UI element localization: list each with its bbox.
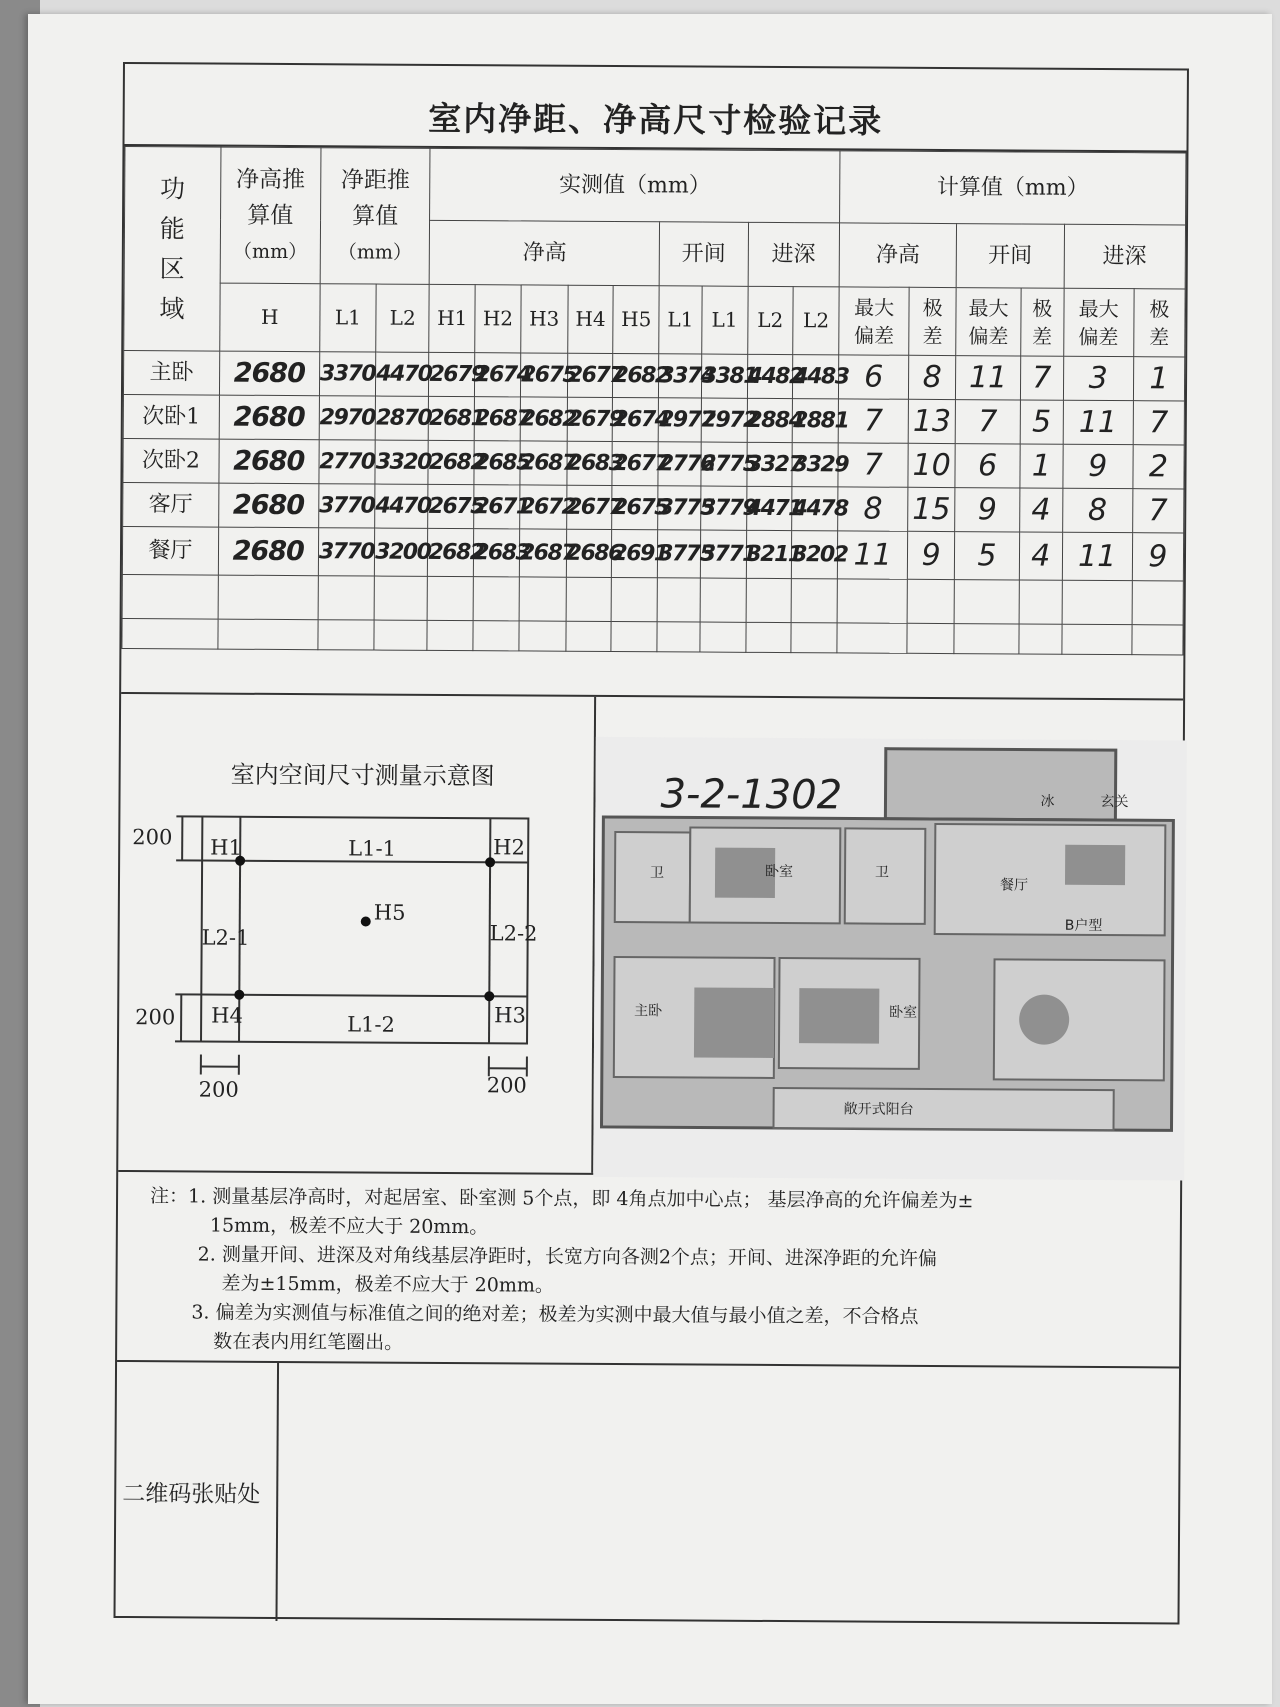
rug-icon <box>1019 994 1069 1044</box>
handwritten-value: 2679 <box>567 406 623 432</box>
col-label: L1 <box>701 286 747 354</box>
handwritten-value: 9 <box>977 491 997 528</box>
value-cell-L1 <box>319 352 376 396</box>
measured-height-header: 净高 <box>430 220 660 285</box>
value-cell-jmax <box>1062 488 1132 532</box>
col-label <box>956 288 1021 356</box>
handwritten-value: 2691 <box>612 540 668 567</box>
value-cell-kr <box>1019 532 1062 580</box>
handwritten-value: 3211 <box>746 541 802 567</box>
value-cell-H5 <box>612 529 668 577</box>
value-cell-mL2a <box>746 442 803 486</box>
value-cell-mL2b <box>793 355 849 399</box>
kitchen <box>885 749 1115 820</box>
floorplan-image <box>593 697 1187 1181</box>
handwritten-value: 8 <box>922 359 942 395</box>
handwritten-value: 11 <box>853 537 892 573</box>
value-cell-jmax <box>1062 444 1132 488</box>
inner-line <box>201 994 527 996</box>
label-h1: H1 <box>210 835 242 860</box>
qr-label: 二维码张贴处 <box>115 1362 279 1621</box>
value-cell-mL2b <box>792 531 848 579</box>
handwritten-value: 4470 <box>375 493 431 519</box>
handwritten-value: 2675 <box>428 493 484 519</box>
table-row <box>123 351 1184 401</box>
value-cell-H <box>219 395 319 440</box>
area-cell: 餐厅 <box>122 527 218 576</box>
header-line: 最大 <box>854 294 895 320</box>
header-line: 最大 <box>968 295 1009 320</box>
handwritten-value: 7 <box>1148 493 1168 529</box>
value-cell-hmax <box>838 399 908 443</box>
handwritten-value: 3779 <box>700 495 757 521</box>
handwritten-value: 10 <box>912 447 951 483</box>
handwritten-value: 8 <box>1087 492 1108 528</box>
header-line: 偏差 <box>853 322 895 348</box>
value-cell-mL1b <box>701 442 757 486</box>
area-header <box>124 147 221 352</box>
room-label: 主卧 <box>634 1003 663 1020</box>
handwritten-value: 2680 <box>232 489 305 521</box>
dining-room <box>935 824 1166 935</box>
calc-height-header: 净高 <box>839 223 956 288</box>
handwritten-value: 9 <box>1088 448 1108 484</box>
area-char: 功 <box>160 173 186 203</box>
handwritten-value: 1 <box>1031 448 1051 484</box>
value-cell-H5 <box>612 485 669 529</box>
handwritten-value: 3202 <box>792 541 848 568</box>
value-cell-jr <box>1133 445 1185 489</box>
handwritten-value: 2870 <box>375 405 432 431</box>
label-h3: H3 <box>494 1003 526 1028</box>
value-cell-jr <box>1133 357 1185 401</box>
value-cell-mL1b <box>701 398 757 442</box>
value-cell-H2 <box>474 485 530 529</box>
dist-est-header <box>320 148 430 285</box>
bed-icon <box>694 988 774 1058</box>
handwritten-value: 4 <box>1031 538 1051 574</box>
value-cell-H4 <box>567 441 623 485</box>
header-line: 极 <box>1032 296 1053 321</box>
value-cell-mL2b <box>792 399 849 443</box>
empty-row <box>122 575 1183 625</box>
dim-label: 200 <box>486 1073 527 1098</box>
header-line: 偏差 <box>968 323 1009 348</box>
handwritten-value: 5 <box>1031 404 1052 440</box>
value-cell-H <box>219 351 319 396</box>
value-cell-kmax <box>955 444 1020 488</box>
room-label: 卫 <box>650 865 665 882</box>
value-cell-mL2b <box>792 487 848 531</box>
value-cell-H <box>218 483 318 528</box>
handwritten-value: 2683 <box>474 539 530 566</box>
value-cell-mL1b <box>701 354 758 398</box>
area-char: 域 <box>159 293 185 323</box>
handwritten-value: 13 <box>912 403 952 439</box>
handwritten-value: 2674 <box>613 406 669 433</box>
note-line: 注：1. 测量基层净高时，对起居室、卧室测 5个点，即 4角点加中心点； 基层净高的允许偏差为± <box>150 1185 974 1213</box>
header-line: （mm） <box>233 240 308 263</box>
header-line: 极 <box>1149 296 1170 321</box>
handwritten-value: 2682 <box>428 449 485 475</box>
value-cell-H3 <box>520 397 577 441</box>
handwritten-value: 3770 <box>318 538 375 565</box>
note-line: 数在表内用红笔圈出。 <box>213 1330 404 1354</box>
room-label: 冰 <box>1040 793 1055 810</box>
room-label: 卫 <box>875 864 890 881</box>
value-cell-H1 <box>429 396 485 440</box>
handwritten-value: 2686 <box>566 540 623 566</box>
note-line: 15mm，极差不应大于 20mm。 <box>209 1214 489 1239</box>
paper-sheet <box>28 14 1272 1704</box>
header-line: 差 <box>922 323 943 348</box>
calculated-header: 计算值（mm） <box>840 151 1186 225</box>
label-l2-2: L2-2 <box>489 921 538 946</box>
handwritten-value: 2972 <box>701 407 757 433</box>
value-cell-jr <box>1133 401 1185 445</box>
handwritten-value: 2671 <box>474 493 530 520</box>
handwritten-value: 11 <box>1077 538 1117 574</box>
value-cell-L1 <box>318 484 375 528</box>
value-cell-hr <box>908 487 955 531</box>
value-cell-mL1a <box>658 530 714 578</box>
table-icon <box>1065 845 1125 885</box>
handwritten-value: 2682 <box>428 539 484 565</box>
handwritten-value: 3775 <box>658 541 714 567</box>
note-line: 2. 测量开间、进深及对角线基层净距时，长宽方向各测2个点；开间、进深净距的允许偏 <box>197 1243 938 1270</box>
header-line: 差 <box>1032 324 1053 349</box>
handwritten-value: 7 <box>978 403 998 440</box>
header-line: 净高推 <box>235 166 306 193</box>
label-l1-2: L1-2 <box>347 1012 395 1037</box>
value-cell-mL2b <box>792 443 849 487</box>
value-cell-hr <box>908 399 955 443</box>
value-cell-H <box>219 439 319 484</box>
handwritten-value: 7 <box>863 447 883 483</box>
col-label <box>839 287 910 355</box>
value-cell-H2 <box>474 441 531 485</box>
header-line: 偏差 <box>1078 324 1119 349</box>
value-cell-kmax <box>954 532 1019 580</box>
value-cell-L2 <box>375 484 431 528</box>
handwritten-value: 2677 <box>567 362 624 388</box>
handwritten-value: 6 <box>864 359 884 395</box>
table-row <box>123 439 1184 489</box>
handwritten-value: 2675 <box>520 362 577 388</box>
handwritten-value: 2884 <box>747 407 803 433</box>
value-cell-mL2a <box>746 486 803 530</box>
qr-section <box>115 1362 1179 1626</box>
diagram-title: 室内空间尺寸测量示意图 <box>230 760 495 791</box>
measured-depth-header: 进深 <box>748 222 840 287</box>
value-cell-H5 <box>613 353 669 397</box>
dim-label: 200 <box>135 1005 176 1030</box>
col-label: L1 <box>320 284 377 352</box>
handwritten-value: 2680 <box>233 357 306 389</box>
col-label: H <box>220 283 320 352</box>
value-cell-H1 <box>428 528 484 576</box>
label-h5: H5 <box>373 900 406 925</box>
table-row <box>122 527 1183 581</box>
handwritten-value: 8 <box>863 491 883 527</box>
note-line: 差为±15mm，极差不应大于 20mm。 <box>221 1272 554 1297</box>
room-label: 卧室 <box>765 863 794 881</box>
value-cell-mL1a <box>659 354 715 398</box>
handwritten-value: 4 <box>1031 492 1051 528</box>
handwritten-value: 4483 <box>793 363 849 390</box>
col-label: L2 <box>793 287 839 355</box>
value-cell-H1 <box>428 484 484 528</box>
handwritten-value: 3200 <box>375 539 431 565</box>
header-line: 最大 <box>1078 296 1119 321</box>
calc-depth-header: 进深 <box>1064 224 1186 289</box>
handwritten-value: 4470 <box>376 361 432 387</box>
value-cell-mL1a <box>658 398 715 442</box>
value-cell-H <box>218 527 318 576</box>
handwritten-value: 4478 <box>792 495 848 522</box>
handwritten-value: 4482 <box>747 363 803 389</box>
value-cell-H2 <box>475 353 531 397</box>
handwritten-value: 2677 <box>566 494 623 520</box>
room-label: 玄关 <box>1100 793 1129 811</box>
notes-section <box>117 1172 1180 1368</box>
inner-line <box>202 860 528 862</box>
handwritten-value: 2 <box>1148 449 1169 485</box>
col-label <box>1133 289 1185 357</box>
handwritten-value: 3370 <box>319 360 376 387</box>
handwritten-value: 5 <box>977 537 997 574</box>
inspection-form <box>113 62 1188 1624</box>
value-cell-kmax <box>955 488 1020 532</box>
handwritten-value: 7 <box>863 403 884 439</box>
empty-row <box>122 619 1183 655</box>
value-cell-H1 <box>428 440 485 484</box>
handwritten-value: 2776 <box>658 451 715 477</box>
col-label: H3 <box>521 285 568 353</box>
measured-header: 实测值（mm） <box>430 148 840 223</box>
value-cell-H1 <box>429 352 485 396</box>
handwritten-value: 3329 <box>792 451 849 478</box>
handwritten-value: 9 <box>921 537 941 573</box>
value-cell-hr <box>908 531 955 579</box>
col-label: H2 <box>475 285 521 353</box>
handwritten-value: 9 <box>1148 539 1168 575</box>
header-line: （mm） <box>337 240 413 264</box>
value-cell-jr <box>1132 533 1184 581</box>
col-label: L2 <box>747 286 793 354</box>
handwritten-value: 3771 <box>700 541 757 567</box>
handwritten-value: 2687 <box>520 450 576 476</box>
handwritten-value: 7 <box>1032 360 1052 396</box>
handwritten-value: 2770 <box>319 448 375 475</box>
handwritten-value: 6 <box>977 447 998 484</box>
handwritten-value: 2677 <box>612 450 669 477</box>
value-cell-H4 <box>566 485 623 529</box>
value-cell-kr <box>1020 488 1063 532</box>
value-cell-mL1a <box>658 486 714 530</box>
label-h2: H2 <box>493 835 525 860</box>
area-cell: 次卧2 <box>123 439 219 484</box>
header-line: 净距推 <box>340 166 410 194</box>
label-h4: H4 <box>211 1003 243 1028</box>
col-label: L1 <box>659 286 702 354</box>
value-cell-mL2a <box>746 530 802 578</box>
value-cell-H2 <box>474 397 531 441</box>
value-cell-L1 <box>318 528 375 576</box>
table-row <box>123 483 1184 533</box>
handwritten-value: 2687 <box>474 405 531 432</box>
handwritten-value: 2672 <box>520 494 576 520</box>
header-line: 算值 <box>352 202 399 230</box>
value-cell-kmax <box>955 400 1020 444</box>
handwritten-value: 2682 <box>520 406 577 432</box>
area-cell: 主卧 <box>123 351 219 396</box>
room-label: B户型 <box>1064 917 1103 934</box>
handwritten-value: 11 <box>968 359 1008 396</box>
value-cell-L1 <box>319 440 376 484</box>
point-h3 <box>484 991 494 1001</box>
handwritten-value: 2881 <box>793 407 849 434</box>
value-cell-mL2a <box>747 398 803 442</box>
height-est-header <box>220 147 321 284</box>
record-table <box>121 146 1186 655</box>
value-cell-L2 <box>376 352 432 396</box>
point-h5 <box>361 916 371 926</box>
handwritten-value: 3 <box>1088 360 1108 396</box>
value-cell-L2 <box>375 440 432 484</box>
col-label: H5 <box>613 286 659 354</box>
header-line: 算值 <box>247 202 294 229</box>
table-row <box>123 395 1184 445</box>
value-cell-H4 <box>567 397 623 441</box>
measured-bay-header: 开间 <box>659 222 748 287</box>
value-cell-jmax <box>1063 356 1133 400</box>
value-cell-kr <box>1020 444 1063 488</box>
col-label <box>1021 288 1064 356</box>
area-char: 区 <box>159 253 185 283</box>
handwritten-value: 2685 <box>474 449 531 476</box>
handwritten-value: 1 <box>1149 361 1169 397</box>
col-label: L2 <box>376 284 430 352</box>
value-cell-mL1b <box>700 486 757 530</box>
diagram-section <box>118 692 1183 1178</box>
value-cell-kr <box>1020 400 1063 444</box>
handwritten-value: 2680 <box>232 535 304 567</box>
value-cell-kmax <box>956 356 1021 400</box>
col-label: H1 <box>429 284 475 352</box>
handwritten-value: 2675 <box>612 494 669 521</box>
handwritten-value: 4471 <box>746 495 803 521</box>
handwritten-value: 3320 <box>375 449 432 475</box>
handwritten-value: 3374 <box>659 363 715 389</box>
label-l2-1: L2-1 <box>201 925 250 950</box>
value-cell-hr <box>908 443 955 487</box>
value-cell-mL2a <box>747 354 803 398</box>
handwritten-value: 2681 <box>429 405 485 431</box>
handwritten-value: 2970 <box>319 404 376 431</box>
value-cell-L2 <box>375 528 429 576</box>
value-cell-jr <box>1132 489 1184 533</box>
handwritten-value: 11 <box>1078 404 1118 440</box>
header-line: 极 <box>922 295 943 320</box>
value-cell-kr <box>1020 356 1063 400</box>
value-cell-mL1a <box>658 442 715 486</box>
handwritten-value: 3770 <box>319 492 375 519</box>
handwritten-value: 2977 <box>658 407 715 433</box>
col-label <box>909 287 956 355</box>
value-cell-H3 <box>519 529 576 577</box>
room-label: 敞开式阳台 <box>843 1101 914 1118</box>
balcony <box>774 1088 1114 1130</box>
handwritten-value: 7 <box>1149 405 1169 441</box>
value-cell-jmax <box>1062 532 1133 580</box>
value-cell-hr <box>909 355 956 399</box>
handwritten-value: 3775 <box>658 495 714 521</box>
room-label: 餐厅 <box>999 877 1029 894</box>
handwritten-value: 3327 <box>746 451 803 477</box>
value-cell-L2 <box>375 396 432 440</box>
area-cell: 次卧1 <box>123 395 219 440</box>
handwritten-value: 3381 <box>701 363 758 389</box>
floorplan-panel <box>593 697 1187 1177</box>
value-cell-mL1b <box>700 530 757 578</box>
value-cell-L1 <box>319 396 376 440</box>
value-cell-H5 <box>613 397 669 441</box>
handwritten-value: 15 <box>912 491 951 527</box>
note-line: 3. 偏差为实测值与标准值之间的绝对差；极差为实测中最大值与最小值之差，不合格点 <box>191 1301 919 1328</box>
value-cell-H2 <box>474 529 530 577</box>
measure-diagram <box>118 694 596 1177</box>
value-cell-H3 <box>520 353 577 397</box>
label-l1-1: L1-1 <box>348 836 397 861</box>
room-label: 卧室 <box>889 1004 918 1021</box>
handwritten-value: 2682 <box>613 362 669 389</box>
header-line: 差 <box>1149 324 1170 349</box>
col-label: H4 <box>567 285 613 353</box>
form-title: 室内净距、净高尺寸检验记录 <box>124 64 1186 152</box>
dim-label: 200 <box>132 825 173 850</box>
dim-label: 200 <box>198 1077 239 1102</box>
handwritten-value: 2683 <box>567 450 623 476</box>
handwritten-value: 2680 <box>233 445 305 477</box>
handwritten-value: 2687 <box>519 540 576 566</box>
col-label <box>1063 288 1134 356</box>
unit-number: 3-2-1302 <box>660 771 843 819</box>
value-cell-H3 <box>520 485 576 529</box>
handwritten-value: 2679 <box>429 361 485 387</box>
value-cell-H3 <box>520 441 576 485</box>
calc-bay-header: 开间 <box>956 224 1064 289</box>
handwritten-value: 2674 <box>475 361 531 388</box>
measure-diagram-panel <box>118 694 596 1173</box>
bed-icon <box>799 988 879 1043</box>
area-cell: 客厅 <box>123 483 219 528</box>
value-cell-H5 <box>612 441 669 485</box>
handwritten-value: 2775 <box>701 451 757 477</box>
handwritten-value: 2680 <box>233 401 305 433</box>
value-cell-H4 <box>567 353 624 397</box>
area-char: 能 <box>159 213 185 243</box>
point-h4 <box>234 990 244 1000</box>
value-cell-H4 <box>566 529 623 577</box>
value-cell-jmax <box>1063 400 1133 444</box>
